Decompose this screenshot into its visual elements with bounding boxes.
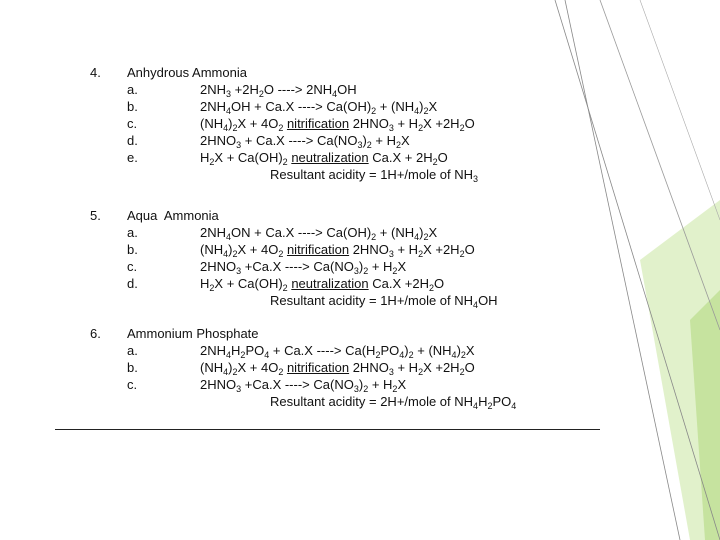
step-letter: b. bbox=[127, 99, 138, 114]
section-title: Aqua Ammonia bbox=[127, 208, 219, 223]
reaction-equation: $2NH_4ON + Ca.X$ ----> $Ca(OH)_2 + (NH_4)_2X$ bbox=[200, 225, 438, 242]
reaction-equation: $H_2X + Ca(OH)_2$ neutralization $Ca.X + 2H_2O$ bbox=[200, 150, 448, 167]
resultant-acidity: Resultant acidity = 1H+/mole of $NH_4OH$ bbox=[270, 293, 498, 310]
reaction-equation: $2HNO_3 + Ca.X$ ----> $Ca(NO_3)_2 + H_2X$ bbox=[200, 133, 410, 150]
resultant-acidity: Resultant acidity = 2H+/mole of $NH_4H_2PO_4$ bbox=[270, 394, 517, 411]
step-letter: a. bbox=[127, 82, 138, 97]
reaction-equation: $2NH_4H_2PO_4 + Ca.X$ ----> $Ca(H_2PO_4)_2 + (NH_4)_2X$ bbox=[200, 343, 475, 360]
step-letter: c. bbox=[127, 377, 138, 392]
section-number: 6. bbox=[90, 326, 101, 341]
step-letter: d. bbox=[127, 276, 138, 291]
step-letter: a. bbox=[127, 343, 138, 358]
step-letter: b. bbox=[127, 360, 138, 375]
step-letter: c. bbox=[127, 116, 138, 131]
step-letter: a. bbox=[127, 225, 138, 240]
resultant-acidity: Resultant acidity = 1H+/mole of $NH_3$ bbox=[270, 167, 479, 184]
section-number: 4. bbox=[90, 65, 101, 80]
reaction-equation: $H_2X + Ca(OH)_2$ neutralization $Ca.X +2H_2O$ bbox=[200, 276, 445, 293]
reaction-equation: $(NH_4)_2X + 4O_2$ nitrification $2HNO_3 + H_2X +2H_2O$ bbox=[200, 242, 475, 259]
reaction-equation: $2HNO_3 +Ca.X$ ----> $Ca(NO_3)_2 + H_2X$ bbox=[200, 377, 407, 394]
horizontal-divider bbox=[55, 429, 600, 430]
reaction-equation: $2HNO_3 +Ca.X$ ----> $Ca(NO_3)_2 + H_2X$ bbox=[200, 259, 407, 276]
step-letter: c. bbox=[127, 259, 138, 274]
reaction-equation: $(NH_4)_2X + 4O_2$ nitrification $2HNO_3 + H_2X +2H_2O$ bbox=[200, 116, 475, 133]
step-letter: d. bbox=[127, 133, 138, 148]
section-number: 5. bbox=[90, 208, 101, 223]
reaction-equation: $2NH_4OH + Ca.X$ ----> $Ca(OH)_2 + (NH_4)_2X$ bbox=[200, 99, 438, 116]
reaction-equation: $2NH_3 +2H_2O$ ----> $2NH_4OH$ bbox=[200, 82, 357, 99]
section-title: Ammonium Phosphate bbox=[127, 326, 259, 341]
step-letter: b. bbox=[127, 242, 138, 257]
section-title: Anhydrous Ammonia bbox=[127, 65, 247, 80]
reaction-equation: $(NH_4)_2X + 4O_2$ nitrification $2HNO_3 + H_2X +2H_2O$ bbox=[200, 360, 475, 377]
step-letter: e. bbox=[127, 150, 138, 165]
